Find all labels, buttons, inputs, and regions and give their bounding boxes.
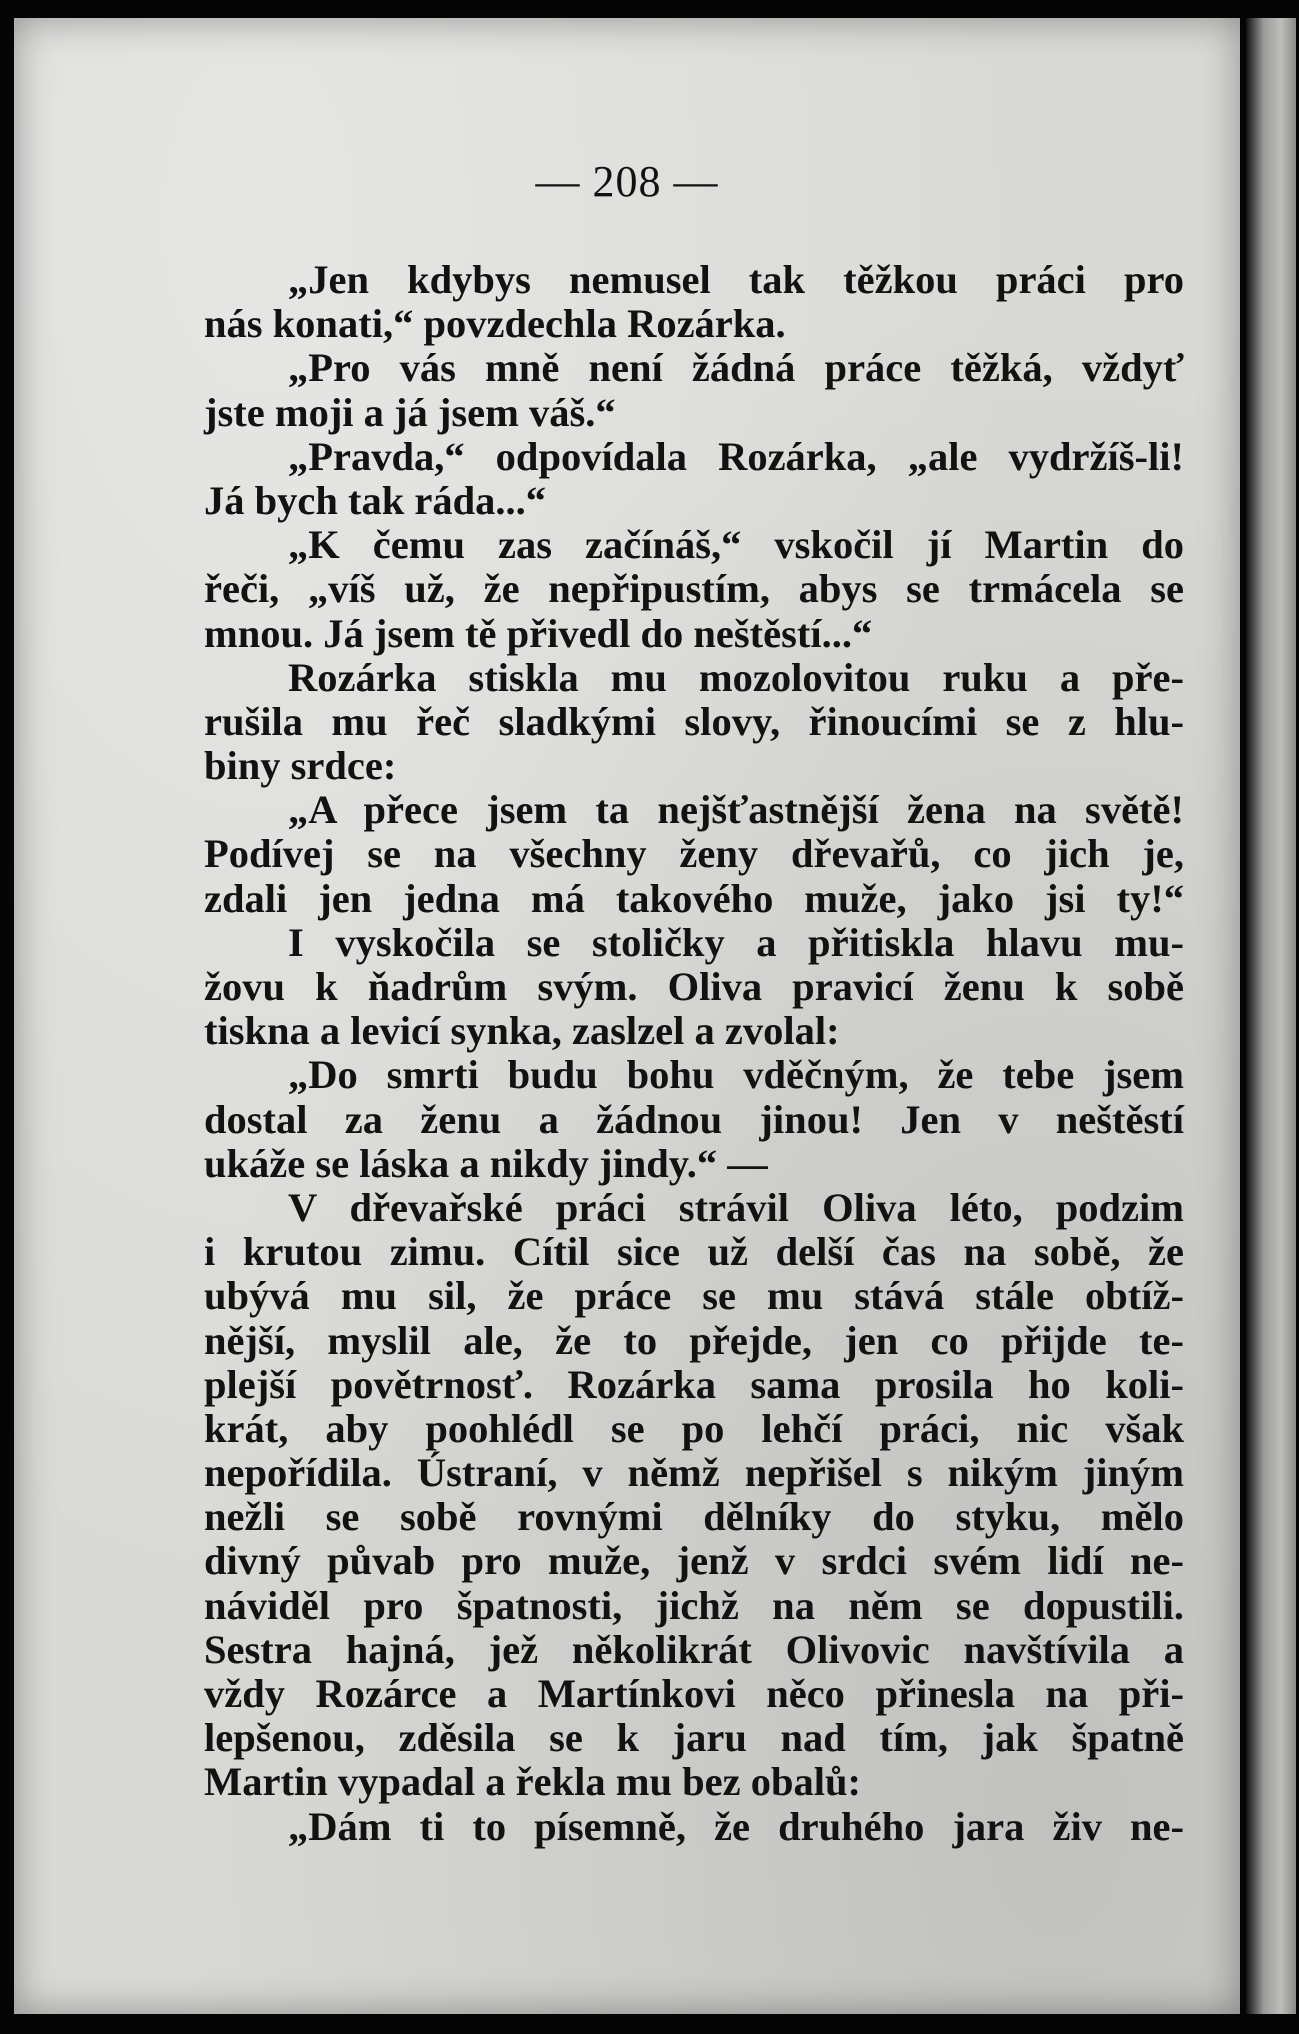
text-line: Rozárka stiskla mu mozolovitou ruku a pře- [288, 654, 1184, 700]
text-line: vždy Rozárce a Martínkovi něco přinesla na při- [204, 1671, 1184, 1716]
text-line: V dřevařské práci strávil Oliva léto, podzim [288, 1184, 1184, 1230]
text-line: „Do smrti budu bohu vděčným, že tebe jsem [288, 1052, 1184, 1098]
text-line: Sestra hajná, jež několikrát Olivovic navštívila a [204, 1626, 1184, 1672]
text-line: řeči, „víš už, že nepřipustím, abys se trmácela se [204, 566, 1184, 612]
text-line: rušila mu řeč sladkými slovy, řinoucími se z hlu- [204, 698, 1184, 744]
text-line: „Jen kdybys nemusel tak těžkou práci pro [288, 257, 1184, 302]
page-number: — 208 — [535, 157, 719, 206]
text-line: nepořídila. Ústraní, v němž nepřišel s nikým jiným [204, 1450, 1184, 1496]
text-line: divný půvab pro muže, jenž v srdci svém lidí ne- [204, 1538, 1184, 1584]
text-line: I vyskočila se stoličky a přitiskla hlavu mu- [288, 919, 1184, 965]
text-line: ukáže se láska a nikdy jindy.“ — [204, 1140, 768, 1186]
body-text [204, 258, 1184, 1849]
text-line: krát, aby poohlédl se po lehčí práci, nic však [204, 1405, 1184, 1451]
text-line: tiskna a levicí synka, zaslzel a zvolal: [204, 1008, 840, 1054]
text-line: náviděl pro špatnosti, jichž na něm se dopustili. [204, 1582, 1184, 1628]
text-line: mnou. Já jsem tě přivedl do neštěstí...“ [204, 610, 873, 656]
text-line: biny srdce: [204, 743, 397, 789]
text-line: Já bych tak ráda...“ [204, 477, 547, 523]
text-line: nás konati,“ povzdechla Rozárka. [204, 301, 786, 347]
text-line: „K čemu zas začínáš,“ vskočil jí Martin do [288, 522, 1184, 568]
text-line: ubývá mu sil, že práce se mu stává stále obtíž- [204, 1273, 1184, 1319]
text-line: „Dám ti to písemně, že druhého jara živ ne- [288, 1803, 1184, 1849]
adjacent-page-edge [1246, 18, 1296, 2014]
text-line: dostal za ženu a žádnou jinou! Jen v neštěstí [204, 1096, 1184, 1142]
text-line: lepšenou, zděsila se k jaru nad tím, jak špatně [204, 1715, 1184, 1761]
text-line: zdali jen jedna má takového muže, jako jsi ty!“ [204, 875, 1184, 921]
text-line: nější, myslil ale, že to přejde, jen co přijde te- [204, 1317, 1184, 1363]
text-line: „Pravda,“ odpovídala Rozárka, „ale vydržíš-li! [288, 433, 1184, 479]
text-line: jste moji a já jsem váš.“ [204, 389, 616, 435]
text-line: „A přece jsem ta nejšťastnější žena na světě! [288, 787, 1184, 833]
text-line: nežli se sobě rovnými dělníky do styku, mělo [204, 1494, 1184, 1540]
text-line: plejší povětrnosť. Rozárka sama prosila ho koli- [204, 1361, 1184, 1407]
text-line: Martin vypadal a řekla mu bez obalů: [204, 1759, 862, 1805]
book-page [14, 18, 1240, 2014]
text-line: žovu k ňadrům svým. Oliva pravicí ženu k sobě [204, 964, 1184, 1009]
text-line: „Pro vás mně není žádná práce těžká, vždyť [288, 345, 1184, 391]
text-line: i krutou zimu. Cítil sice už delší čas na sobě, že [204, 1229, 1184, 1275]
text-line: Podívej se na všechny ženy dřevařů, co jich je, [204, 831, 1184, 877]
